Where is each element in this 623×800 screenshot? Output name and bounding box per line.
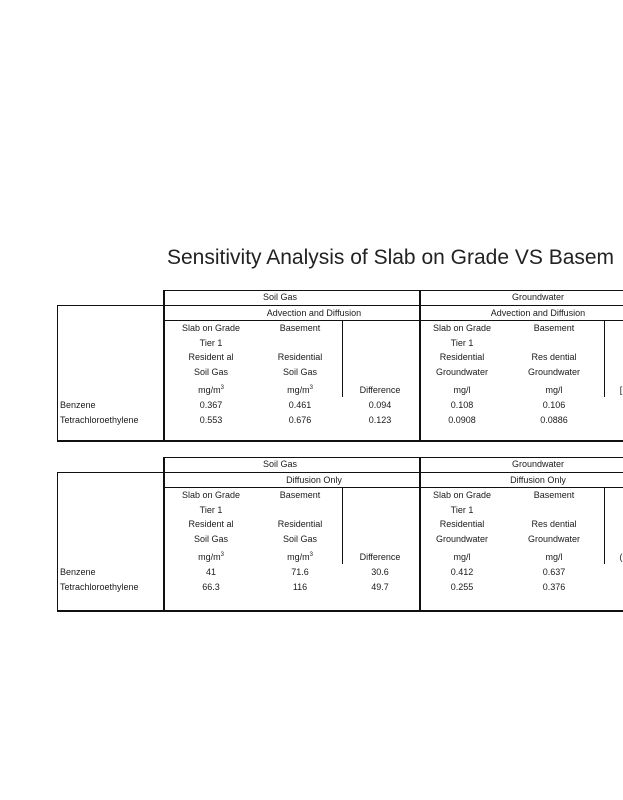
sub-header-rule — [163, 472, 623, 473]
column-unit — [545, 385, 562, 396]
unit-text: ( — [619, 552, 623, 562]
column-header-line: Soil Gas — [282, 534, 318, 544]
table-cell: 0.0886 — [540, 415, 568, 425]
column-unit — [453, 385, 470, 396]
column-unit — [287, 552, 313, 563]
table-cell: 0.637 — [542, 567, 566, 577]
column-header-line: Tier 1 — [199, 338, 223, 348]
column-header-line: Groundwater — [435, 367, 489, 377]
unit-superscript: 3 — [309, 552, 313, 558]
unit-text: [ — [619, 385, 623, 395]
column-header-line: Basement — [533, 490, 575, 500]
group-header: Groundwater — [511, 459, 565, 469]
sub-header: Advection and Diffusion — [490, 308, 586, 318]
column-unit — [545, 552, 562, 563]
group-header: Soil Gas — [262, 292, 298, 302]
header-rule — [163, 487, 623, 488]
label-box-left — [57, 305, 58, 440]
column-header-line: Residential — [439, 352, 485, 362]
column-header-line: Res dential — [531, 352, 577, 362]
unit-text: mg/m — [287, 385, 310, 395]
column-header-line: Tier 1 — [199, 505, 223, 515]
column-divider — [342, 320, 343, 397]
table-bottom-rule — [163, 610, 623, 612]
column-header-line: Residential — [277, 352, 323, 362]
left-table-border — [163, 457, 165, 610]
label-box-bottom — [57, 440, 163, 442]
column-unit — [620, 385, 623, 396]
column-header-line: Res dential — [531, 519, 577, 529]
label-box-bottom — [57, 610, 163, 612]
column-header-line: Residential — [439, 519, 485, 529]
column-header-line: Basement — [279, 323, 321, 333]
table-cell: 0.553 — [199, 415, 223, 425]
column-header-line: Tier 1 — [450, 338, 474, 348]
table-cell: 0.123 — [368, 415, 392, 425]
table-cell: 0.367 — [199, 400, 223, 410]
unit-text: mg/m — [198, 552, 221, 562]
sub-header-rule — [163, 305, 623, 306]
column-header-line: Resident al — [188, 352, 234, 362]
table-cell: 49.7 — [371, 582, 389, 592]
column-unit — [453, 552, 470, 563]
column-header-line: Slab on Grade — [181, 490, 241, 500]
table-bottom-rule — [163, 440, 623, 442]
table-cell: 0.676 — [288, 415, 312, 425]
column-header-line: Resident al — [188, 519, 234, 529]
row-label: Tetrachloroethylene — [60, 415, 139, 425]
sub-header: Advection and Diffusion — [266, 308, 362, 318]
column-header-line: Residential — [277, 519, 323, 529]
table-cell: 0.106 — [542, 400, 566, 410]
unit-superscript: 3 — [220, 552, 224, 558]
label-box-top — [57, 305, 163, 306]
column-unit — [287, 385, 313, 396]
column-header-line: Basement — [533, 323, 575, 333]
page-title: Sensitivity Analysis of Slab on Grade VS Basem — [167, 246, 615, 269]
column-unit — [198, 385, 224, 396]
column-header-line: Groundwater — [435, 534, 489, 544]
group-divider — [419, 457, 421, 610]
table-cell: 71.6 — [291, 567, 309, 577]
table-cell: 0.461 — [288, 400, 312, 410]
column-divider — [342, 487, 343, 564]
group-divider — [419, 290, 421, 440]
unit-superscript: 3 — [309, 385, 313, 391]
unit-text: Difference — [359, 552, 401, 562]
column-header-line: Basement — [279, 490, 321, 500]
unit-text: mg/m — [198, 385, 221, 395]
table-cell: 0.0908 — [448, 415, 476, 425]
sub-header: Diffusion Only — [286, 475, 342, 485]
table-cell: 0.412 — [450, 567, 474, 577]
table-cell: 66.3 — [202, 582, 220, 592]
unit-text: mg/m — [287, 552, 310, 562]
left-table-border — [163, 290, 165, 440]
table-cell: 0.255 — [450, 582, 474, 592]
row-label: Benzene — [60, 400, 96, 410]
column-header-line: Soil Gas — [193, 534, 229, 544]
row-label: Benzene — [60, 567, 96, 577]
table-cell: 0.376 — [542, 582, 566, 592]
table-cell: 41 — [205, 567, 217, 577]
column-header-line: Soil Gas — [282, 367, 318, 377]
column-header-line: Slab on Grade — [432, 490, 492, 500]
column-unit — [360, 385, 401, 396]
column-divider — [604, 320, 605, 397]
column-unit — [198, 552, 224, 563]
group-header-top-rule — [163, 290, 623, 291]
header-rule — [163, 320, 623, 321]
sub-header: Diffusion Only — [510, 475, 566, 485]
group-header-top-rule — [163, 457, 623, 458]
table-cell: 0.094 — [368, 400, 392, 410]
column-header-line: Tier 1 — [450, 505, 474, 515]
unit-superscript: 3 — [220, 385, 224, 391]
group-header: Groundwater — [511, 292, 565, 302]
unit-text: mg/l — [545, 552, 563, 562]
column-unit — [620, 552, 623, 563]
label-box-left — [57, 472, 58, 610]
column-unit — [360, 552, 401, 563]
column-header-line: Slab on Grade — [432, 323, 492, 333]
unit-text: mg/l — [453, 552, 471, 562]
table-cell: 30.6 — [371, 567, 389, 577]
group-header: Soil Gas — [262, 459, 298, 469]
table-cell: 116 — [292, 582, 308, 592]
unit-text: mg/l — [453, 385, 471, 395]
column-header-line: Soil Gas — [193, 367, 229, 377]
unit-text: Difference — [359, 385, 401, 395]
unit-text: mg/l — [545, 385, 563, 395]
column-header-line: Groundwater — [527, 534, 581, 544]
column-header-line: Groundwater — [527, 367, 581, 377]
column-header-line: Slab on Grade — [181, 323, 241, 333]
column-divider — [604, 487, 605, 564]
label-box-top — [57, 472, 163, 473]
row-label: Tetrachloroethylene — [60, 582, 139, 592]
table-cell: 0.108 — [450, 400, 474, 410]
